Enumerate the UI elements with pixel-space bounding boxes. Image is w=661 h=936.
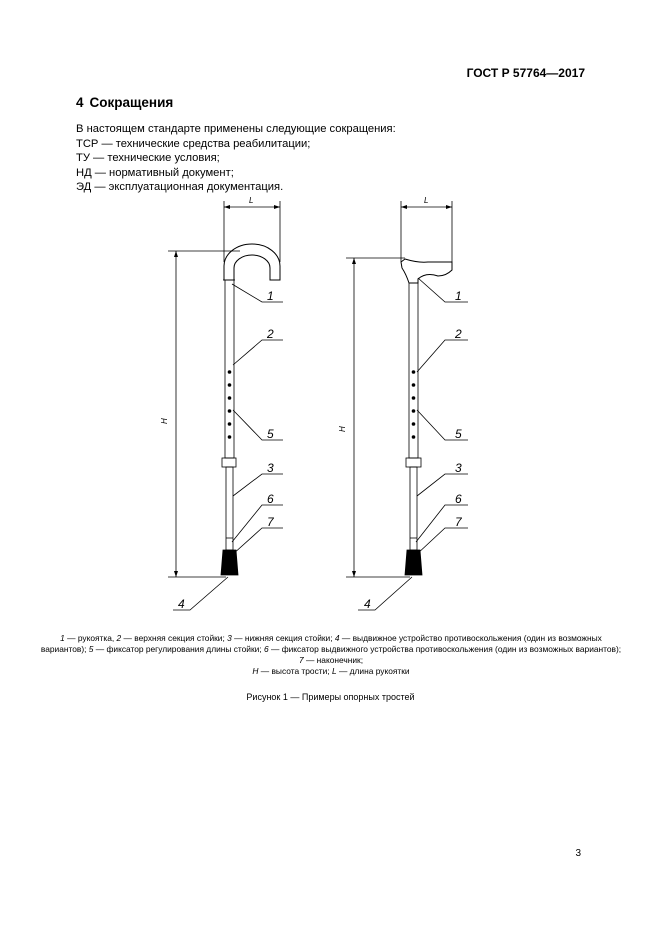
dimension-label-l: L (249, 196, 254, 205)
section-title: Сокращения (89, 95, 174, 110)
dimension-label-h: H (338, 426, 347, 432)
cane-tip (405, 550, 422, 575)
legend-number: H (252, 666, 259, 676)
callout-leader (233, 340, 283, 365)
adjustment-hole (412, 410, 415, 413)
cane-right (338, 196, 468, 611)
callout-label: 1 (267, 289, 274, 303)
legend-text: — нижняя секция стойки; (231, 633, 335, 643)
callout-label: 3 (455, 461, 462, 475)
callout-label: 3 (267, 461, 274, 475)
adjustment-hole (228, 397, 231, 400)
legend-text: — наконечник; (303, 655, 364, 665)
upper-section (225, 280, 234, 458)
collar (406, 458, 421, 467)
adjustment-hole (412, 397, 415, 400)
legend-text: — рукоятка, (64, 633, 117, 643)
legend-number: 3 (227, 633, 232, 643)
abbreviations-intro: В настоящем стандарте применены следующие сокращения: (76, 123, 396, 135)
handle-crook (224, 244, 280, 280)
callout-label: 1 (455, 289, 462, 303)
document-header: ГОСТ Р 57764—2017 (466, 66, 585, 80)
legend-number: 6 (264, 644, 269, 654)
legend-text: — длина рукоятки (336, 666, 410, 676)
adjustment-hole (412, 384, 415, 387)
adjustment-hole (412, 436, 415, 439)
abbreviation-item: ЭД — эксплуатационная документация. (76, 181, 284, 193)
legend-number: 5 (88, 644, 94, 654)
callout-leader (233, 410, 283, 440)
handle-derby (401, 259, 452, 283)
callout-label: 6 (267, 492, 274, 506)
legend-number: 1 (60, 633, 65, 643)
adjustment-hole (412, 423, 415, 426)
legend-number: 4 (334, 633, 340, 643)
dimension-label-l: L (424, 196, 429, 205)
abbreviation-item: ТУ — технические условия; (76, 152, 220, 164)
legend-text: — фиксатор регулирования длины стойки; (93, 644, 264, 654)
adjustment-hole (412, 371, 415, 374)
callout-label: 6 (455, 492, 462, 506)
dimension-label-h: H (160, 418, 169, 424)
legend-number: 7 (298, 655, 304, 665)
page-number: 3 (575, 848, 581, 859)
adjustment-hole (228, 410, 231, 413)
section-number: 4 (76, 95, 84, 110)
callout-label: 7 (267, 515, 274, 529)
callout-label: 4 (364, 597, 371, 611)
callout-label: 7 (455, 515, 462, 529)
figure-legend (40, 633, 622, 677)
callout-leader (232, 505, 283, 542)
legend-text: — высота трости; (258, 666, 332, 676)
callout-label: 5 (455, 427, 462, 441)
adjustment-hole (228, 436, 231, 439)
cane-left (160, 196, 283, 611)
callout-label: 2 (267, 327, 274, 341)
legend-number: L (331, 666, 337, 676)
callout-leader (233, 474, 283, 496)
cane-tip (221, 550, 238, 575)
adjustment-hole (228, 371, 231, 374)
callout-leader (232, 284, 283, 302)
figure-caption: Рисунок 1 — Примеры опорных тростей (246, 692, 415, 702)
legend-number: 2 (116, 633, 122, 643)
collar (222, 458, 236, 467)
lower-section (226, 467, 233, 550)
abbreviation-item: ТСР — технические средства реабилитации; (76, 137, 311, 150)
callout-leader (417, 340, 468, 372)
lower-section (410, 467, 417, 550)
callout-label: 5 (267, 427, 274, 441)
callout-label: 2 (455, 327, 462, 341)
legend-text: — фиксатор выдвижного устройства противоскольжения (один из возможных вариантов); (268, 644, 622, 654)
callout-label: 4 (178, 597, 185, 611)
abbreviation-item: НД — нормативный документ; (76, 166, 234, 179)
legend-text: — верхняя секция стойки; (121, 633, 228, 643)
adjustment-hole (228, 384, 231, 387)
adjustment-hole (228, 423, 231, 426)
legend-text: — выдвижное устройство противоскольжения (один из возможных вариантов); (40, 633, 602, 654)
